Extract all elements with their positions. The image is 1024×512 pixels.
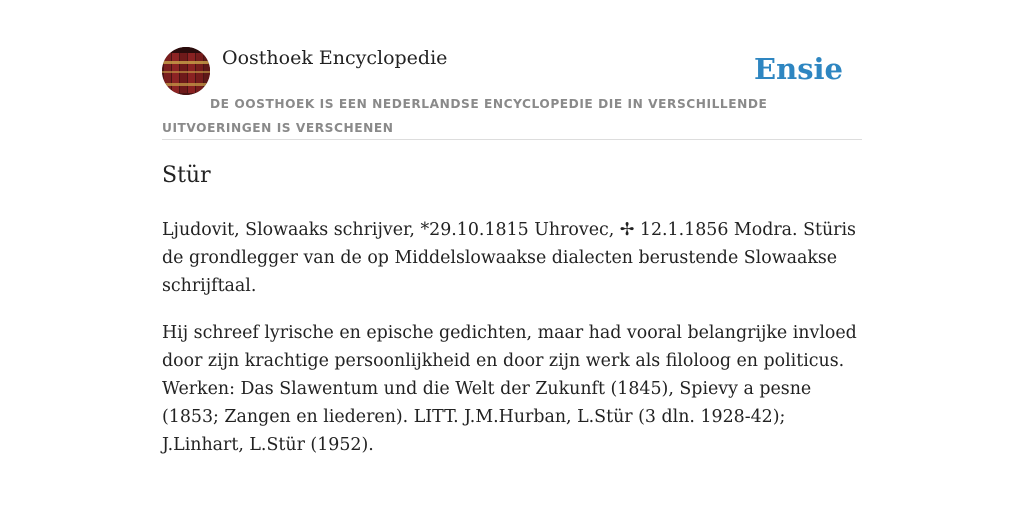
encyclopedia-books-icon[interactable] [162, 47, 210, 95]
article-body [162, 216, 862, 478]
article-paragraph: Ljudovit, Slowaaks schrijver, *29.10.1815 Uhrovec, ✢ 12.1.1856 Modra. Stüris de grondlegger van de op Middelslowaakse dialecten berustende Slowaakse schrijftaal. [162, 220, 856, 296]
article-title: Stür [162, 163, 211, 188]
site-name[interactable]: Oosthoek Encyclopedie [222, 47, 448, 69]
site-tagline: DE OOSTHOEK IS EEN NEDERLANDSE ENCYCLOPEDIE DIE IN VERSCHILLENDE UITVOERINGEN IS VERSCHENEN [162, 97, 768, 135]
article-paragraph: Hij schreef lyrische en epische gedichten, maar had vooral belangrijke invloed door zijn krachtige persoonlijkheid en door zijn werk als filoloog en politicus. Werken: Das Slawentum und die Welt der Zukunft (1845), Spievy a pesne (1853; Zangen en liederen). LITT. J.M.Hurban, L.Stür (3 dln. 1928-42); J.Linhart, L.Stür (1952). [162, 323, 857, 455]
site-header [162, 46, 862, 140]
brand-logo-text[interactable]: Ensie [754, 52, 843, 86]
